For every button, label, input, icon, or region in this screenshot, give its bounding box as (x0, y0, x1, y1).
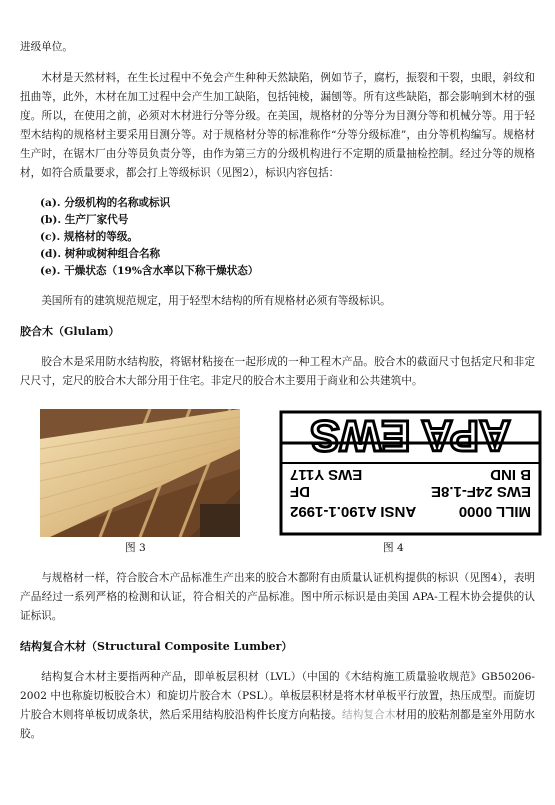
paragraph-building-code: 美国所有的建筑规范规定，用于轻型木结构的所有规格材必须有等级标识。 (41, 295, 391, 307)
paragraph-scl (20, 668, 535, 744)
list-item: (c). 规格材的等级。 (40, 231, 139, 243)
scl-text-faded: 结构复合木 (341, 709, 396, 721)
stamp-line3-right: EWS Y117 (290, 466, 363, 483)
document-page (20, 38, 535, 744)
figure-4-caption: 图 4 (383, 542, 404, 554)
stamp-line2-right: DF (290, 483, 310, 500)
list-item: (a). 分级机构的名称或标识 (40, 197, 171, 209)
scl-text-main: 结构复合木材主要指两种产品，即单板层积材（LVL）（中国的《木结构施工质量验收规范》GB50206-2002 中也称旋切板胶合木）和旋切片胶合木（PSL）。单板层积材是将木材单板平行放置，热压成型。而旋切片胶合木则将单板切成条状，然后采用结构胶沿构件长度方向粘接。 (20, 671, 535, 721)
scl-text-end: 材用的胶粘剂都是室外用防水胶。 (20, 709, 536, 740)
top-line: 进级单位。 (20, 41, 73, 53)
figure-4-apa-ews-stamp (278, 409, 543, 537)
stamp-brand: APA EWS (310, 411, 511, 460)
figure-3-caption: 图 3 (125, 542, 146, 554)
heading-scl: 结构复合木材（Structural Composite Lumber） (20, 640, 293, 653)
list-item: (e). 干燥状态（19%含水率以下称干燥状态） (40, 265, 259, 277)
stamp-line1-right: ANSI A190.1-1992 (290, 503, 417, 520)
stamp-line3-left: B IND (490, 466, 531, 483)
stamp-line1-left: MILL 0000 (458, 503, 531, 520)
paragraph-glulam: 胶合木是采用防水结构胶，将锯材粘接在一起形成的一种工程木产品。胶合木的截面尺寸包括定尺和非定尺尺寸，定尺的胶合木大部分用于住宅。非定尺的胶合木主要用于商业和公共建筑中。 (20, 356, 535, 387)
figure-3-glulam-beam-photo (40, 409, 240, 537)
figures-row (20, 409, 535, 554)
stamp-content-list (20, 195, 535, 280)
paragraph-certification: 与规格材一样，符合胶合木产品标准生产出来的胶合木都附有由质量认证机构提供的标识（见图4），表明产品经过一系列严格的检测和认证，符合相关的产品标准。图中所示标识是由美国 APA-工程木协会提供的认证标识。 (20, 572, 535, 622)
list-item: (d). 树种或树种组合名称 (40, 248, 161, 260)
stamp-line2-left: EWS 24F-1.8E (430, 483, 531, 500)
heading-glulam: 胶合木（Glulam） (20, 325, 120, 338)
paragraph-grading: 木材是天然材料，在生长过程中不免会产生种种天然缺陷，例如节子，腐朽，振裂和干裂，虫眼，斜纹和扭曲等，此外，木材在加工过程中会产生加工缺陷，包括钝棱，漏刨等。所有这些缺陷，都会影响到木材的强度。所以，在使用之前，必须对木材进行分等分级。在美国，规格材的分等分为目测分等和机械分等。用于轻型木结构的规格材主要采用目测分等。对于规格材分等的标准称作“分等分级标准”，由分等机构编写。规格材生产时，在锯木厂由分等员负责分等，由作为第三方的分级机构进行不定期的质量抽检控制。经过分等的规格材，如符合质量要求，都会打上等级标识（见图2），标识内容包括： (20, 72, 535, 179)
list-item: (b). 生产厂家代号 (40, 214, 129, 226)
